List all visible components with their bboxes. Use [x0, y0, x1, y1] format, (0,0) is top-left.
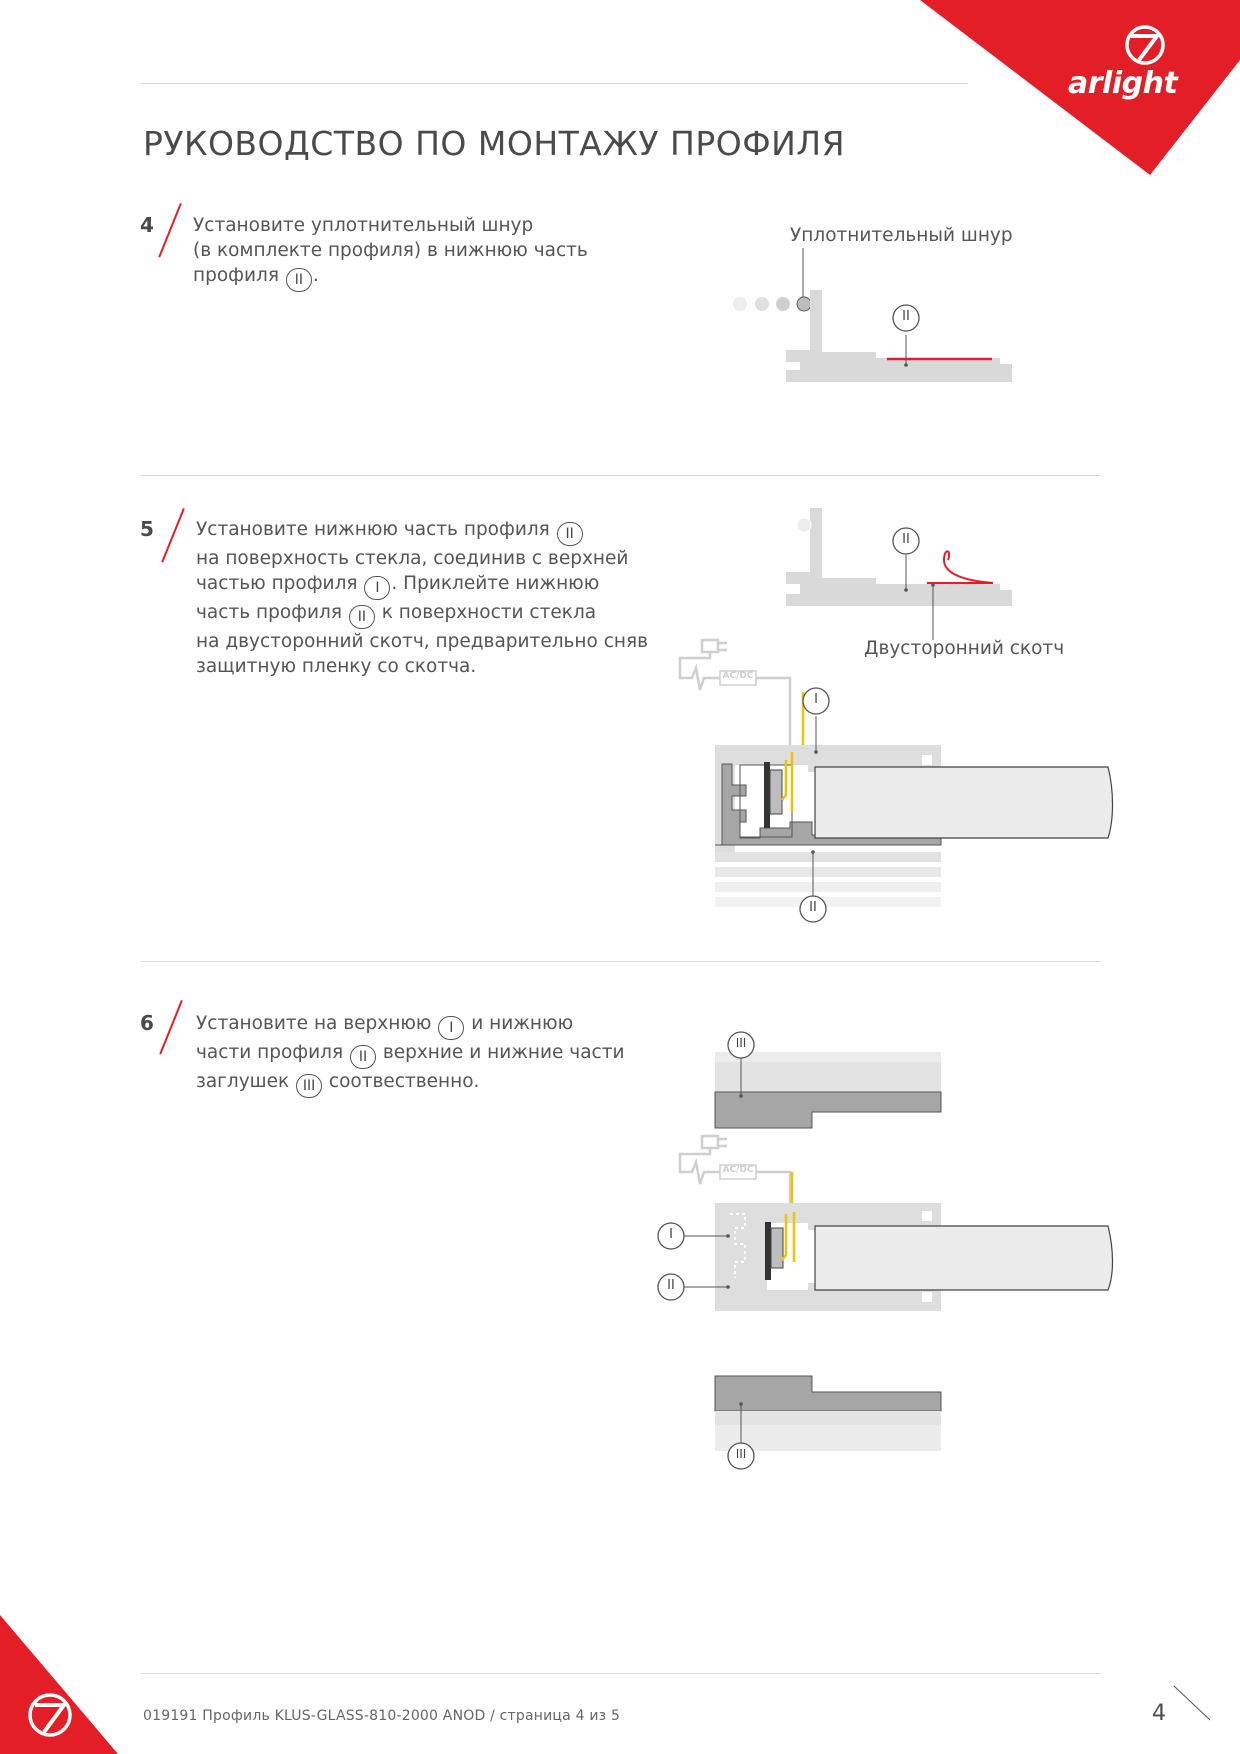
step-line-text: часть профиля	[196, 602, 348, 623]
step-line-text: профиля	[193, 265, 285, 286]
seal-cord-label: Уплотнительный шнур	[790, 225, 1013, 246]
part-badge: II	[286, 268, 312, 292]
part-badge: I	[364, 576, 390, 600]
step-6-number: 6	[140, 1011, 154, 1035]
step-line-text: на поверхность стекла, соединив с верхней	[196, 548, 629, 569]
part-badge: II	[557, 522, 583, 546]
step-6-badge-iii-top: III	[735, 1036, 747, 1050]
step-line-text: Установите на верхнюю	[196, 1013, 438, 1034]
step-6-badge-ii: II	[667, 1278, 675, 1293]
step-4-number: 4	[140, 213, 154, 237]
step-5-number: 5	[140, 517, 154, 541]
double-tape-label: Двусторонний скотч	[864, 638, 1065, 659]
footer-divider	[140, 1673, 1101, 1674]
step-line-text: Установите уплотнительный шнур	[193, 215, 534, 236]
step-line-text: .	[312, 265, 319, 286]
step-line-text: (в комплекте профиля) в нижнюю часть	[193, 240, 588, 261]
step-line-text: заглушек	[196, 1071, 296, 1092]
step-line-text: . Приклейте нижнюю	[391, 573, 600, 594]
step-line-text: верхние и нижние части	[376, 1042, 625, 1063]
step-line-text: защитную пленку со скотча.	[196, 656, 477, 677]
step-line-text: соотвественно.	[323, 1071, 480, 1092]
page-title: РУКОВОДСТВО ПО МОНТАЖУ ПРОФИЛЯ	[143, 124, 846, 163]
step-6-badge-iii-bottom: III	[735, 1447, 747, 1461]
page-number: 4	[1152, 1701, 1166, 1726]
step-6-power-label: AC/DC	[722, 1165, 754, 1175]
footer-document-info: 019191 Профиль KLUS-GLASS-810-2000 ANOD / страница 4 из 5	[143, 1708, 621, 1724]
brand-logo-text: arlight	[1068, 66, 1178, 101]
step-line-text: к поверхности стекла	[375, 602, 597, 623]
step-6-badge-i: I	[669, 1227, 673, 1242]
part-badge: II	[349, 605, 375, 629]
step-5-badge-i: I	[814, 692, 818, 707]
arlight-logo-icon-bottom	[20, 1690, 80, 1740]
step-line-text: и нижнюю	[465, 1013, 574, 1034]
step-4-badge-ii: II	[902, 309, 910, 324]
step-5-badge-ii-top: II	[902, 532, 910, 547]
step-line-text: Установите нижнюю часть профиля	[196, 519, 556, 540]
step-5-badge-ii-bottom: II	[809, 900, 817, 915]
step-line-text: частью профиля	[196, 573, 364, 594]
part-badge: III	[296, 1074, 322, 1098]
step-line-text: на двусторонний скотч, предварительно сняв	[196, 631, 649, 652]
part-badge: I	[438, 1016, 464, 1040]
page-number-slash	[1172, 1684, 1212, 1724]
step-5-power-label: AC/DC	[722, 671, 754, 681]
part-badge: II	[350, 1045, 376, 1069]
step-line-text: части профиля	[196, 1042, 349, 1063]
